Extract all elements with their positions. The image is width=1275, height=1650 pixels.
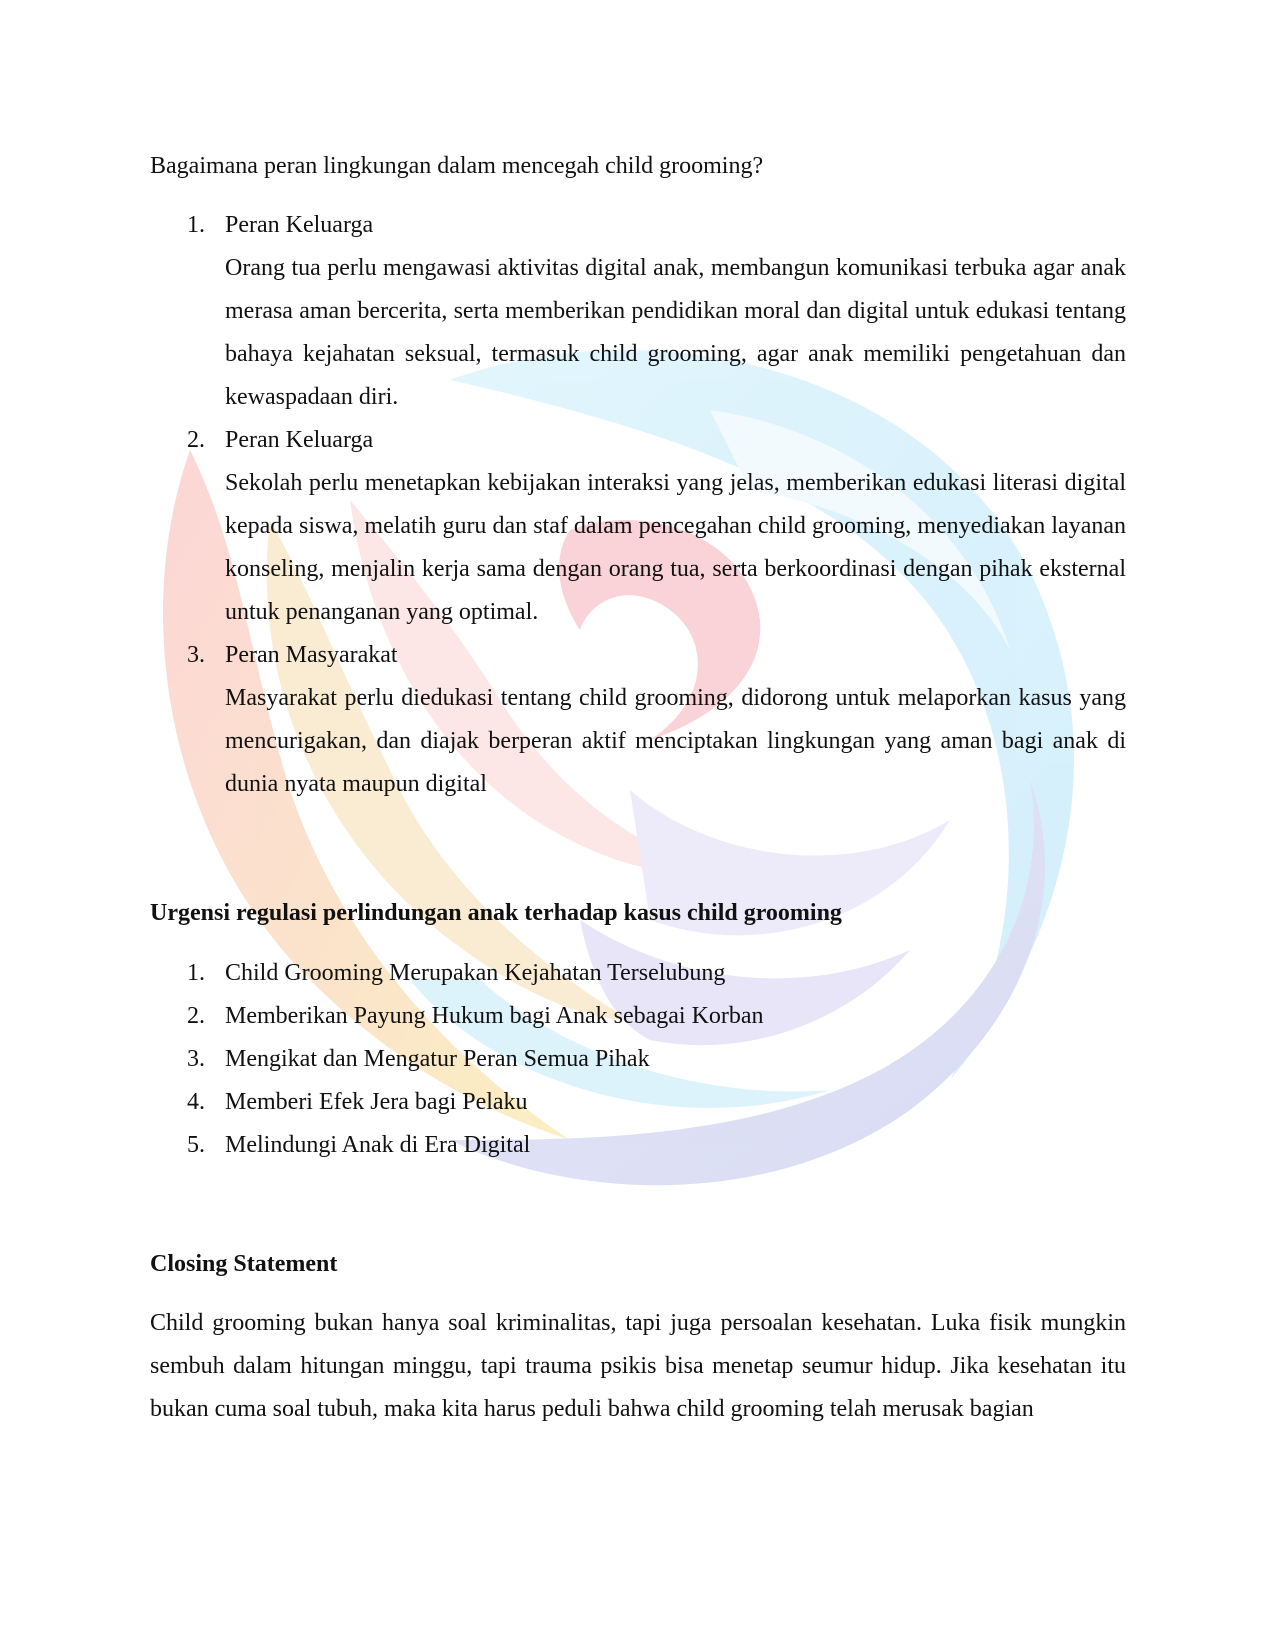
list-number: 3.: [187, 1046, 205, 1072]
role-description: Masyarakat perlu diedukasi tentang child grooming, didorong untuk melaporkan kasus yang mencurigakan, dan diajak berperan aktif menciptakan lingkungan yang aman bagi anak di dunia nyata maupun digital: [225, 685, 1126, 797]
list-number: 2.: [187, 427, 205, 453]
list-number: 1.: [187, 960, 205, 986]
document-body: [150, 145, 1126, 1431]
list-item-text: Memberikan Payung Hukum bagi Anak sebagai Korban: [225, 1003, 764, 1029]
role-title: Peran Masyarakat: [225, 642, 398, 668]
list-item-text: Memberi Efek Jera bagi Pelaku: [225, 1089, 528, 1115]
role-description: Orang tua perlu mengawasi aktivitas digital anak, membangun komunikasi terbuka agar anak merasa aman bercerita, serta memberikan pendidikan moral dan digital untuk edukasi tentang bahaya kejahatan seksual, termasuk child grooming, agar anak memiliki pengetahuan dan kewaspadaan diri.: [225, 255, 1126, 410]
list-item: [150, 1081, 1126, 1124]
role-list: [150, 204, 1126, 806]
list-item: [150, 1124, 1126, 1167]
list-item: [150, 995, 1126, 1038]
role-description: Sekolah perlu menetapkan kebijakan interaksi yang jelas, memberikan edukasi literasi digital kepada siswa, melatih guru dan staf dalam pencegahan child grooming, menyediakan layanan konseling, menjalin kerja sama dengan orang tua, serta berkoordinasi dengan pihak eksternal untuk penanganan yang optimal.: [225, 470, 1126, 625]
role-item-school: [150, 419, 1126, 634]
role-item-community: [150, 634, 1126, 806]
role-item-family: [150, 204, 1126, 419]
list-number: 2.: [187, 1003, 205, 1029]
closing-paragraph: Child grooming bukan hanya soal kriminalitas, tapi juga persoalan kesehatan. Luka fisik mungkin sembuh dalam hitungan minggu, tapi trauma psikis bisa menetap seumur hidup. Jika kesehatan itu bukan cuma soal tubuh, maka kita harus peduli bahwa child grooming telah merusak bagian: [150, 1310, 1126, 1422]
list-item-text: Child Grooming Merupakan Kejahatan Terselubung: [225, 960, 726, 986]
list-item-text: Melindungi Anak di Era Digital: [225, 1132, 531, 1158]
list-item: [150, 952, 1126, 995]
list-number: 3.: [187, 642, 205, 668]
closing-heading: Closing Statement: [150, 1251, 338, 1277]
list-item: [150, 1038, 1126, 1081]
role-title: Peran Keluarga: [225, 212, 374, 238]
list-number: 1.: [187, 212, 205, 238]
urgency-list: [150, 952, 1126, 1167]
list-number: 5.: [187, 1132, 205, 1158]
list-item-text: Mengikat dan Mengatur Peran Semua Pihak: [225, 1046, 650, 1072]
list-number: 4.: [187, 1089, 205, 1115]
role-title: Peran Keluarga: [225, 427, 374, 453]
urgency-heading: Urgensi regulasi perlindungan anak terhadap kasus child grooming: [150, 900, 842, 926]
intro-question: Bagaimana peran lingkungan dalam mencegah child grooming?: [150, 153, 764, 179]
